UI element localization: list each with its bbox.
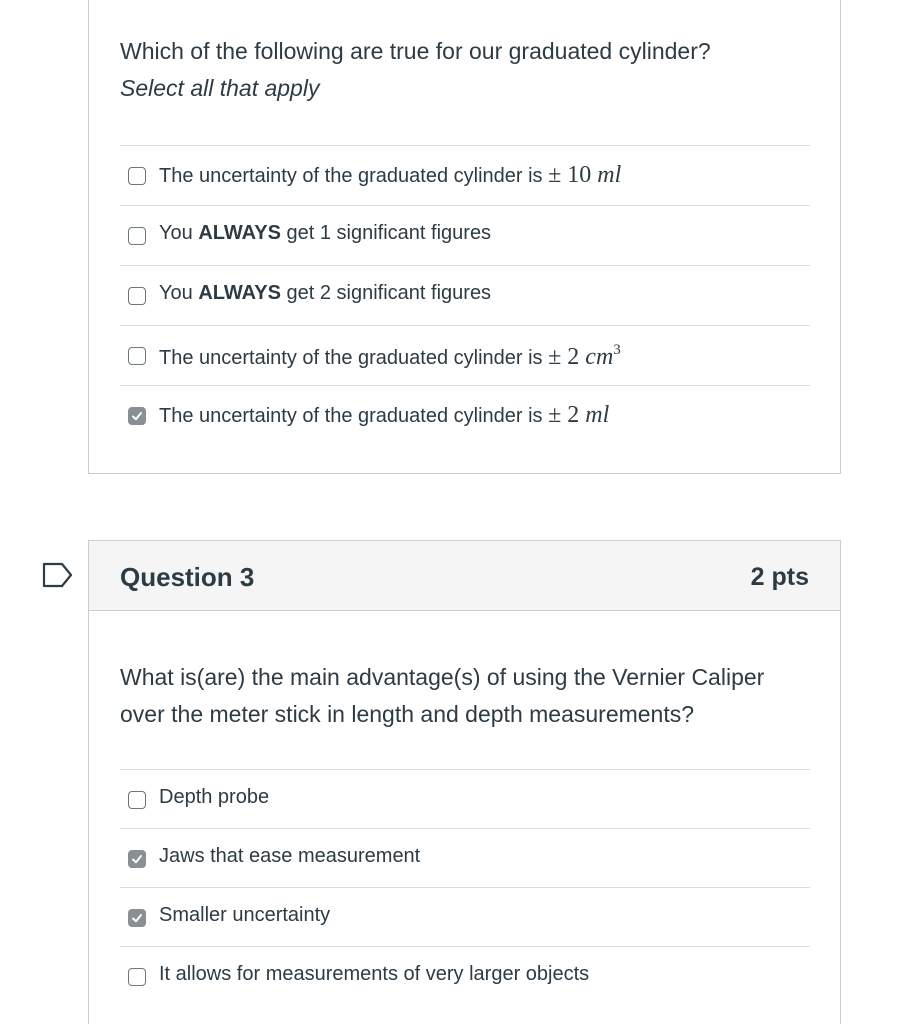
- answer-checkbox[interactable]: [128, 227, 146, 245]
- question-3-answers: [120, 769, 810, 1006]
- answer-option[interactable]: [120, 386, 810, 446]
- question-points: 2 pts: [750, 563, 809, 591]
- checkmark-icon: [131, 853, 143, 865]
- answer-checkbox[interactable]: [128, 968, 146, 986]
- answer-checkbox-checked[interactable]: [128, 909, 146, 927]
- math-expression: ± 2 $cm^3$: [548, 342, 621, 370]
- question-2-card: [88, 0, 841, 474]
- question-3-text-line2: over the meter stick in length and depth measurements?: [120, 701, 695, 727]
- answer-label[interactable]: You ALWAYS get 2 significant figures: [159, 282, 492, 304]
- answer-label[interactable]: Smaller uncertainty: [159, 904, 331, 926]
- answer-checkbox[interactable]: [128, 791, 146, 809]
- answer-option[interactable]: [120, 888, 810, 947]
- answer-label[interactable]: You ALWAYS get 1 significant figures: [159, 222, 492, 244]
- question-title: Question 3: [120, 562, 255, 592]
- answer-checkbox[interactable]: [128, 167, 146, 185]
- flag-icon[interactable]: [42, 562, 74, 588]
- answer-option[interactable]: [120, 770, 810, 829]
- question-2-instruction: Select all that apply: [120, 75, 320, 101]
- question-3-card: [88, 540, 841, 1024]
- question-3-text-line1: What is(are) the main advantage(s) of using the Vernier Caliper: [120, 664, 765, 690]
- question-2-text: Which of the following are true for our graduated cylinder?: [120, 38, 711, 64]
- answer-label[interactable]: Jaws that ease measurement: [159, 845, 421, 867]
- answer-label[interactable]: The uncertainty of the graduated cylinder is ± 2 ml: [159, 402, 610, 428]
- answer-option[interactable]: [120, 829, 810, 888]
- math-expression: ± 2 ml: [548, 402, 610, 428]
- answer-label[interactable]: The uncertainty of the graduated cylinder is ± 2 $cm^3$: [159, 342, 621, 370]
- answer-option[interactable]: [120, 146, 810, 206]
- answer-option[interactable]: [120, 206, 810, 266]
- answer-option[interactable]: [120, 326, 810, 386]
- answer-checkbox-checked[interactable]: [128, 407, 146, 425]
- answer-checkbox[interactable]: [128, 347, 146, 365]
- checkmark-icon: [131, 912, 143, 924]
- checkmark-icon: [131, 410, 143, 422]
- question-3-prompt: [120, 659, 810, 733]
- answer-checkbox-checked[interactable]: [128, 850, 146, 868]
- answer-label[interactable]: The uncertainty of the graduated cylinder is ± 10 ml: [159, 162, 622, 188]
- question-2-answers: [120, 145, 810, 446]
- answer-label[interactable]: It allows for measurements of very larger objects: [159, 963, 590, 985]
- question-3-header: [89, 541, 840, 611]
- answer-option[interactable]: [120, 947, 810, 1006]
- answer-checkbox[interactable]: [128, 287, 146, 305]
- question-2-prompt: [120, 33, 810, 107]
- math-expression: ± 10 ml: [548, 162, 622, 188]
- answer-label[interactable]: Depth probe: [159, 786, 270, 808]
- answer-option[interactable]: [120, 266, 810, 326]
